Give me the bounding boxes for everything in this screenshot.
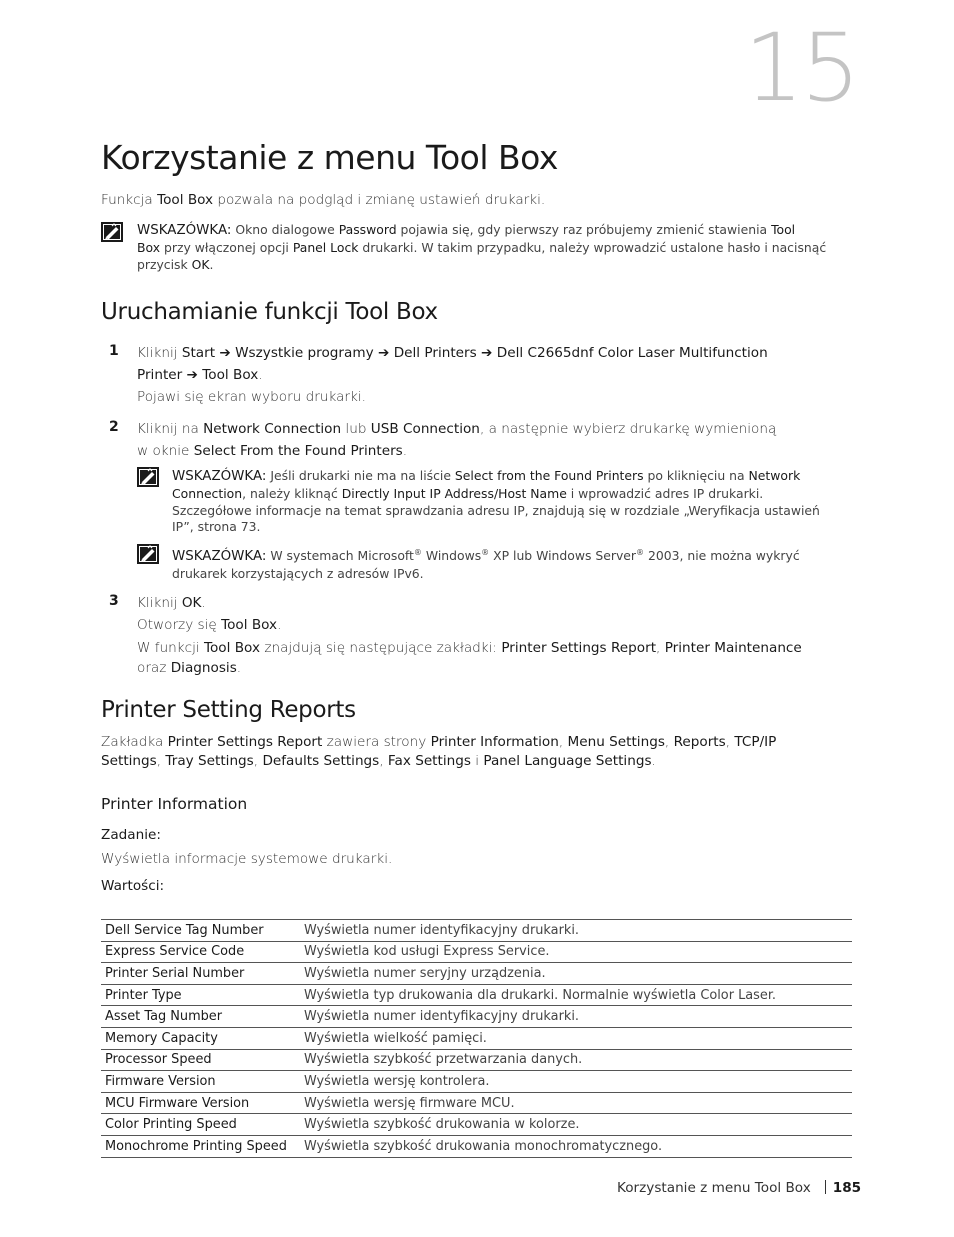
step-3-text: Kliknij OK. Otworzy się Tool Box. W funkcji Tool Box znajdują się następujące zakładki: Printer Settings Report, Printer Maintenance oraz Diagnosis. xyxy=(137,595,802,676)
step-2-text: Kliknij na Network Connection lub USB Connection, a następnie wybierz drukarkę wymienioną w oknie Select From the Found Printers. xyxy=(137,421,777,459)
table-cell-description: Wyświetla numer identyfikacyjny drukarki. xyxy=(300,1006,852,1028)
table-cell-description: Wyświetla kod usługi Express Service. xyxy=(300,941,852,963)
table-row xyxy=(101,1049,852,1071)
note-3: WSKAZÓWKA: W systemach Microsoft® Windows® XP lub Windows Server® 2003, nie można wykryć drukarek korzystających z adresów IPv6. xyxy=(172,548,800,581)
page-footer xyxy=(617,1180,861,1196)
table-cell-name: Memory Capacity xyxy=(101,1027,300,1049)
note-icon xyxy=(137,467,159,487)
table-row xyxy=(101,920,852,942)
note-label: WSKAZÓWKA: xyxy=(172,469,267,484)
step-1-text: Kliknij Start ➔ Wszystkie programy ➔ Dell Printers ➔ Dell C2665dnf Color Laser Multifunction Printer ➔ Tool Box. Pojawi się ekran wyboru drukarki. xyxy=(137,345,768,405)
note-label: WSKAZÓWKA: xyxy=(172,549,267,565)
table-row xyxy=(101,1006,852,1028)
table-cell-name: MCU Firmware Version xyxy=(101,1092,300,1114)
step-number: 1 xyxy=(109,343,119,359)
table-cell-name: Dell Service Tag Number xyxy=(101,920,300,942)
task-label: Zadanie: xyxy=(101,827,161,843)
table-row xyxy=(101,1071,852,1093)
table-cell-description: Wyświetla numer identyfikacyjny drukarki. xyxy=(300,920,852,942)
note-icon xyxy=(137,544,159,564)
section-title-launch: Uruchamianie funkcji Tool Box xyxy=(101,299,438,325)
table-row xyxy=(101,963,852,985)
table-row xyxy=(101,1114,852,1136)
note-2: WSKAZÓWKA: Jeśli drukarki nie ma na liście Select from the Found Printers po kliknięciu na Network Connection, należy kliknąć Directly Input IP Address/Host Name i wprowadzić adres IP drukarki. Szczegółowe informacje na temat sprawdzania adresu IP, znajdują się w rozdziale „Weryfikacja ustawień IP”, strona 73. xyxy=(172,468,820,535)
page-title: Korzystanie z menu Tool Box xyxy=(101,138,558,177)
table-row xyxy=(101,1027,852,1049)
table-cell-description: Wyświetla szybkość drukowania monochromatycznego. xyxy=(300,1135,852,1157)
chapter-number: 15 xyxy=(744,14,858,123)
table-cell-description: Wyświetla wersję firmware MCU. xyxy=(300,1092,852,1114)
step-number: 2 xyxy=(109,419,119,435)
section-title-reports: Printer Setting Reports xyxy=(101,697,356,723)
footer-divider xyxy=(825,1180,826,1194)
section-2-paragraph: Zakładka Printer Settings Report zawiera strony Printer Information, Menu Settings, Reports, TCP/IP Settings, Tray Settings, Defaults Settings, Fax Settings i Panel Language Settings. xyxy=(101,734,777,769)
note-1: WSKAZÓWKA: Okno dialogowe Password pojawia się, gdy pierwszy raz próbujemy zmienić stawienia Tool Box przy włączonej opcji Panel Lock drukarki. W takim przypadku, należy wprowadzić ustalone hasło i nacisnąć przycisk OK. xyxy=(137,222,827,272)
values-label: Wartości: xyxy=(101,878,165,894)
table-row xyxy=(101,1135,852,1157)
page-number: 185 xyxy=(832,1180,862,1196)
table-cell-description: Wyświetla wersję kontrolera. xyxy=(300,1071,852,1093)
table-cell-description: Wyświetla szybkość przetwarzania danych. xyxy=(300,1049,852,1071)
task-text: Wyświetla informacje systemowe drukarki. xyxy=(101,851,393,867)
table-cell-name: Monochrome Printing Speed xyxy=(101,1135,300,1157)
table-row xyxy=(101,941,852,963)
table-cell-description: Wyświetla numer seryjny urządzenia. xyxy=(300,963,852,985)
footer-title: Korzystanie z menu Tool Box xyxy=(617,1180,811,1196)
table-cell-name: Processor Speed xyxy=(101,1049,300,1071)
note-label: WSKAZÓWKA: xyxy=(137,223,232,238)
table-cell-name: Asset Tag Number xyxy=(101,1006,300,1028)
table-cell-name: Express Service Code xyxy=(101,941,300,963)
step-number: 3 xyxy=(109,593,119,609)
subsection-title: Printer Information xyxy=(101,795,248,813)
note-icon xyxy=(101,222,123,242)
table-cell-name: Printer Serial Number xyxy=(101,963,300,985)
table-cell-name: Printer Type xyxy=(101,984,300,1006)
table-cell-name: Color Printing Speed xyxy=(101,1114,300,1136)
values-table xyxy=(101,919,852,1158)
table-cell-description: Wyświetla wielkość pamięci. xyxy=(300,1027,852,1049)
table-row xyxy=(101,984,852,1006)
table-cell-name: Firmware Version xyxy=(101,1071,300,1093)
table-row xyxy=(101,1092,852,1114)
table-cell-description: Wyświetla typ drukowania dla drukarki. Normalnie wyświetla Color Laser. xyxy=(300,984,852,1006)
table-cell-description: Wyświetla szybkość drukowania w kolorze. xyxy=(300,1114,852,1136)
intro-paragraph: Funkcja Tool Box pozwala na podgląd i zmianę ustawień drukarki. xyxy=(101,192,546,208)
